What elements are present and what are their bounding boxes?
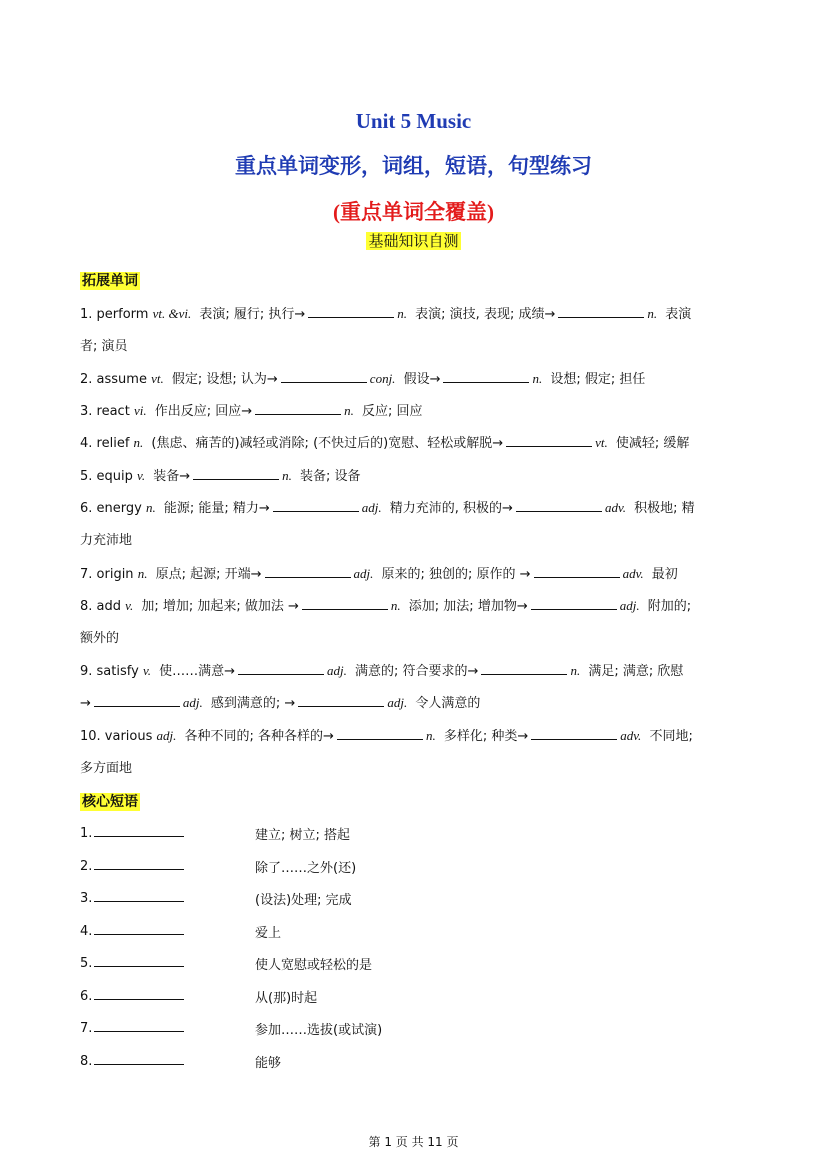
vocab-item	[80, 660, 750, 679]
phrase-answer-blank[interactable]	[94, 1019, 184, 1032]
phrase-meaning: 能够	[255, 1056, 282, 1071]
vocab-heading-wrap	[80, 270, 140, 290]
answer-blank[interactable]	[443, 370, 529, 383]
vocab-item	[80, 432, 750, 451]
vocab-text: 作出反应; 回应→	[150, 404, 253, 419]
part-of-speech: v.	[125, 598, 134, 613]
answer-blank[interactable]	[308, 305, 394, 318]
part-of-speech: vt.	[151, 371, 164, 386]
vocab-item	[80, 497, 750, 516]
part-of-speech: adj.	[156, 728, 177, 743]
vocab-text: 令人满意的	[411, 696, 481, 711]
vocab-text: 8. add	[80, 599, 126, 614]
phrase-item	[80, 889, 184, 906]
vocab-text: 假设→	[399, 372, 441, 387]
vocab-text: 使减轻; 缓解	[611, 436, 690, 451]
vocab-text: 2. assume	[80, 372, 152, 387]
vocab-text: 不同地;	[645, 729, 693, 744]
vocab-item-continued: 额外的	[80, 631, 120, 646]
phrase-number: 6.	[80, 989, 93, 1004]
vocab-text: 5. equip	[80, 469, 138, 484]
vocab-text: →	[80, 696, 91, 711]
vocab-text: 加; 增加; 加起来; 做加法 →	[137, 599, 299, 614]
vocab-item	[80, 303, 750, 322]
phrase-number: 7.	[80, 1021, 93, 1036]
vocab-text: 各种不同的; 各种各样的→	[180, 729, 334, 744]
phrase-answer-blank[interactable]	[94, 987, 184, 1000]
phrase-number: 5.	[80, 956, 93, 971]
part-of-speech: adj.	[353, 566, 374, 581]
phrase-answer-blank[interactable]	[94, 954, 184, 967]
phrase-heading-wrap	[80, 791, 140, 811]
vocab-text: 原点; 起源; 开端→	[151, 567, 262, 582]
phrase-number: 8.	[80, 1054, 93, 1069]
phrase-item	[80, 1052, 184, 1069]
phrase-meaning: 爱上	[255, 926, 282, 941]
part-of-speech: adv.	[620, 728, 642, 743]
phrase-meaning: 参加……选拔(或试演)	[255, 1023, 383, 1038]
part-of-speech: n.	[137, 566, 148, 581]
part-of-speech: n.	[532, 371, 543, 386]
part-of-speech: adj.	[619, 598, 640, 613]
unit-title: Unit 5 Music	[355, 109, 472, 133]
answer-blank[interactable]	[193, 467, 279, 480]
vocab-text: 假定; 设想; 认为→	[167, 372, 278, 387]
vocab-text: 9. satisfy	[80, 664, 143, 679]
vocab-item	[80, 563, 750, 582]
answer-blank[interactable]	[531, 727, 617, 740]
answer-blank[interactable]	[531, 597, 617, 610]
vocab-text: 附加的;	[643, 599, 692, 614]
part-of-speech: vt. &vi.	[152, 306, 192, 321]
part-of-speech: v.	[137, 468, 146, 483]
part-of-speech: n.	[390, 598, 401, 613]
part-of-speech: n.	[133, 435, 144, 450]
phrase-number: 2.	[80, 859, 93, 874]
vocab-text: 表演; 演技, 表现; 成绩→	[411, 307, 556, 322]
page-footer: 第 1 页 共 11 页	[368, 1135, 459, 1149]
vocab-item-continued	[80, 692, 750, 711]
vocab-text: 6. energy	[80, 501, 146, 516]
answer-blank[interactable]	[337, 727, 423, 740]
phrase-item	[80, 1019, 184, 1036]
phrase-item	[80, 987, 184, 1004]
answer-blank[interactable]	[265, 565, 351, 578]
part-of-speech: adj.	[327, 663, 347, 678]
vocab-item	[80, 465, 750, 484]
vocab-text: 使……满意→	[155, 664, 236, 679]
part-of-speech: n.	[344, 403, 354, 418]
part-of-speech: vi.	[133, 403, 147, 418]
vocab-item-continued: 者; 演员	[80, 339, 128, 354]
vocab-text: (焦虑、痛苦的)减轻或消除; (不快过后的)宽慰、轻松或解脱→	[147, 436, 504, 451]
vocab-item	[80, 400, 750, 419]
phrase-item	[80, 857, 184, 874]
vocab-text: 满意的; 符合要求的→	[350, 664, 479, 679]
vocab-text: 能源; 能量; 精力→	[159, 501, 270, 516]
phrase-meaning: 从(那)时起	[255, 991, 318, 1006]
part-of-speech: n.	[145, 500, 156, 515]
part-of-speech: vt.	[595, 435, 608, 450]
part-of-speech: adj.	[361, 500, 382, 515]
vocab-heading: 拓展单词	[82, 273, 138, 289]
answer-blank[interactable]	[516, 499, 602, 512]
vocab-item-continued: 多方面地	[80, 761, 133, 776]
part-of-speech: adj.	[182, 695, 203, 710]
phrase-item	[80, 824, 184, 841]
vocab-text: 表演; 履行; 执行→	[195, 307, 306, 322]
answer-blank[interactable]	[255, 402, 341, 415]
part-of-speech: n.	[570, 663, 581, 678]
phrase-answer-blank[interactable]	[94, 824, 184, 837]
vocab-text: 装备; 设备	[295, 469, 361, 484]
vocab-item	[80, 368, 750, 387]
vocab-text: 1. perform	[80, 307, 153, 322]
vocab-text: 4. relief	[80, 436, 134, 451]
vocab-text: 精力充沛的, 积极的→	[385, 501, 513, 516]
vocab-text: 最初	[647, 567, 678, 582]
vocab-text: 7. origin	[80, 567, 138, 582]
answer-blank[interactable]	[534, 565, 620, 578]
answer-blank[interactable]	[558, 305, 644, 318]
phrase-item	[80, 922, 184, 939]
vocab-text: 满足; 满意; 欣慰	[584, 664, 684, 679]
vocab-item-continued: 力充沛地	[80, 533, 133, 548]
coverage-note: (重点单词全覆盖)	[333, 200, 494, 224]
part-of-speech: n.	[397, 306, 408, 321]
vocab-item	[80, 725, 750, 744]
vocab-text: 10. various	[80, 729, 157, 744]
answer-blank[interactable]	[506, 434, 592, 447]
phrase-answer-blank[interactable]	[94, 922, 184, 935]
phrase-heading: 核心短语	[82, 794, 138, 810]
answer-blank[interactable]	[298, 694, 384, 707]
vocab-text: 添加; 加法; 增加物→	[404, 599, 528, 614]
vocab-text: 多样化; 种类→	[439, 729, 529, 744]
part-of-speech: conj.	[369, 371, 396, 386]
vocab-text: 设想; 假定; 担任	[546, 372, 646, 387]
test-label-wrap	[0, 230, 827, 251]
vocab-item	[80, 595, 750, 614]
answer-blank[interactable]	[273, 499, 359, 512]
phrase-number: 1.	[80, 826, 93, 841]
answer-blank[interactable]	[281, 370, 367, 383]
vocab-text: 3. react	[80, 404, 134, 419]
phrase-number: 4.	[80, 924, 93, 939]
part-of-speech: v.	[142, 663, 151, 678]
part-of-speech: adj.	[387, 695, 408, 710]
vocab-text: 反应; 回应	[357, 404, 423, 419]
test-label: 基础知识自测	[368, 232, 459, 250]
answer-blank[interactable]	[302, 597, 388, 610]
phrase-meaning: (设法)处理; 完成	[255, 893, 352, 908]
part-of-speech: adv.	[622, 566, 644, 581]
phrase-meaning: 建立; 树立; 搭起	[255, 828, 351, 843]
part-of-speech: n.	[647, 306, 658, 321]
part-of-speech: adv.	[604, 500, 627, 515]
answer-blank[interactable]	[481, 662, 567, 675]
part-of-speech: n.	[282, 468, 292, 483]
phrase-number: 3.	[80, 891, 93, 906]
vocab-text: 装备→	[149, 469, 191, 484]
phrase-item	[80, 954, 184, 971]
phrase-answer-blank[interactable]	[94, 889, 184, 902]
phrase-answer-blank[interactable]	[94, 1052, 184, 1065]
phrase-answer-blank[interactable]	[94, 857, 184, 870]
vocab-text: 积极地; 精	[630, 501, 695, 516]
phrase-meaning: 使人宽慰或轻松的是	[255, 958, 373, 973]
answer-blank[interactable]	[238, 662, 324, 675]
vocab-text: 表演	[661, 307, 692, 322]
worksheet-subtitle: 重点单词变形，词组，短语，句型练习	[235, 154, 592, 178]
phrase-meaning: 除了……之外(还)	[255, 861, 357, 876]
part-of-speech: n.	[425, 728, 436, 743]
vocab-text: 感到满意的; →	[206, 696, 296, 711]
vocab-text: 原来的; 独创的; 原作的 →	[377, 567, 531, 582]
answer-blank[interactable]	[94, 694, 180, 707]
